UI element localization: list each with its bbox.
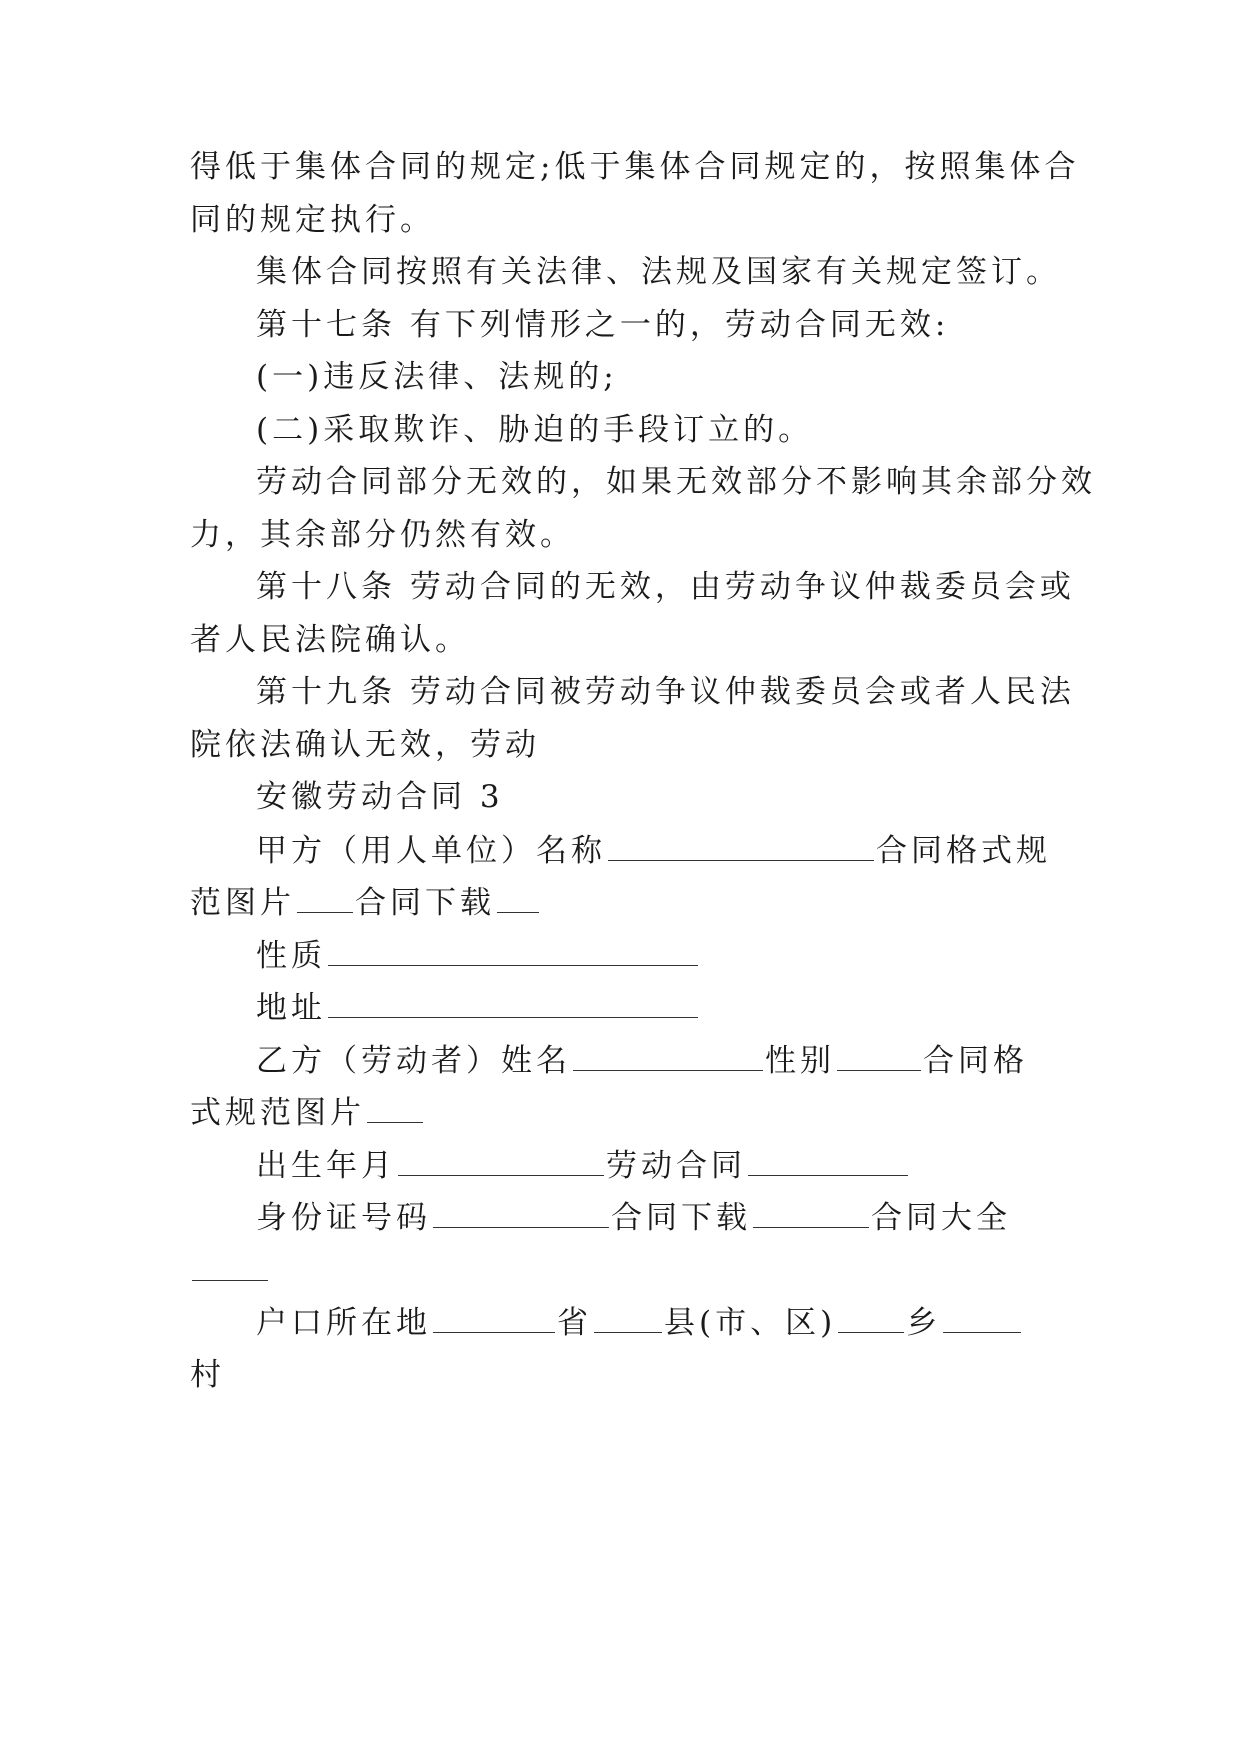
form-row-party-b-cont <box>190 1092 425 1133</box>
contract-download-label: 合同下载 <box>355 885 495 921</box>
section-title: 安徽劳动合同 3 <box>256 779 504 815</box>
labor-contract-label: 劳动合同 <box>606 1148 746 1184</box>
article-19-heading: 第十九条 劳动合同被劳动争议仲裁委员会或者人民法 <box>256 674 1075 710</box>
id-blank <box>433 1197 609 1228</box>
id-label: 身份证号码 <box>256 1200 431 1236</box>
contract-all-label: 合同大全 <box>871 1200 1011 1236</box>
form-row-nature <box>256 935 700 976</box>
contract-format-label2-cont: 式规范图片 <box>190 1095 365 1131</box>
party-b-name-label: 乙方（劳动者）姓名 <box>256 1043 571 1079</box>
gender-blank <box>837 1040 921 1071</box>
party-a-name-blank <box>608 830 874 861</box>
labor-contract-blank <box>748 1145 908 1176</box>
gender-label: 性别 <box>765 1043 835 1079</box>
paragraph-line: 力，其余部分仍然有效。 <box>190 517 575 553</box>
contract-format-blank-2 <box>367 1092 423 1123</box>
paragraph-line: 劳动合同部分无效的，如果无效部分不影响其余部分效 <box>256 464 1096 500</box>
contract-format-blank <box>297 882 353 913</box>
paragraph-line: 者人民法院确认。 <box>190 622 470 658</box>
list-item: (二)采取欺诈、胁迫的手段订立的。 <box>256 412 814 448</box>
nature-label: 性质 <box>256 938 326 974</box>
hukou-blank <box>433 1302 555 1333</box>
form-row-party-a-cont <box>190 882 541 923</box>
form-row-party-b <box>256 1040 1028 1081</box>
birth-label: 出生年月 <box>256 1148 396 1184</box>
paragraph-line: 院依法确认无效，劳动 <box>190 727 540 763</box>
address-blank <box>328 987 698 1018</box>
address-label: 地址 <box>256 990 326 1026</box>
contract-download-blank <box>497 882 539 913</box>
contract-format-label: 合同格式规 <box>876 833 1051 869</box>
village-label: 村 <box>190 1357 225 1393</box>
form-row-hukou <box>256 1302 1023 1343</box>
birth-blank <box>398 1145 604 1176</box>
paragraph-line: 得低于集体合同的规定;低于集体合同规定的，按照集体合 <box>190 149 1080 185</box>
county-blank <box>838 1302 904 1333</box>
form-row-village <box>190 1355 225 1395</box>
province-label: 省 <box>557 1305 592 1341</box>
contract-all-blank <box>192 1250 268 1281</box>
party-a-name-label: 甲方（用人单位）名称 <box>256 833 606 869</box>
province-blank <box>594 1302 662 1333</box>
party-b-name-blank <box>573 1040 763 1071</box>
paragraph-line: 同的规定执行。 <box>190 202 435 238</box>
nature-blank <box>328 935 698 966</box>
contract-download-blank-2 <box>753 1197 869 1228</box>
list-item: (一)违反法律、法规的; <box>256 359 618 395</box>
form-row-address <box>256 987 700 1028</box>
form-row-id-cont <box>190 1250 270 1291</box>
hukou-label: 户口所在地 <box>256 1305 431 1341</box>
county-label: 县(市、区) <box>664 1305 837 1341</box>
form-row-party-a <box>256 830 1051 871</box>
article-18-heading: 第十八条 劳动合同的无效，由劳动争议仲裁委员会或 <box>256 569 1075 605</box>
township-label: 乡 <box>906 1305 942 1341</box>
contract-download-label2: 合同下载 <box>611 1200 751 1236</box>
township-blank <box>943 1302 1021 1333</box>
form-row-id <box>256 1197 1011 1238</box>
contract-format-label-cont: 范图片 <box>190 885 295 921</box>
article-17-heading: 第十七条 有下列情形之一的，劳动合同无效: <box>256 307 950 343</box>
form-row-birth <box>256 1145 910 1186</box>
contract-format-label2: 合同格 <box>923 1043 1028 1079</box>
paragraph-line: 集体合同按照有关法律、法规及国家有关规定签订。 <box>256 254 1061 290</box>
